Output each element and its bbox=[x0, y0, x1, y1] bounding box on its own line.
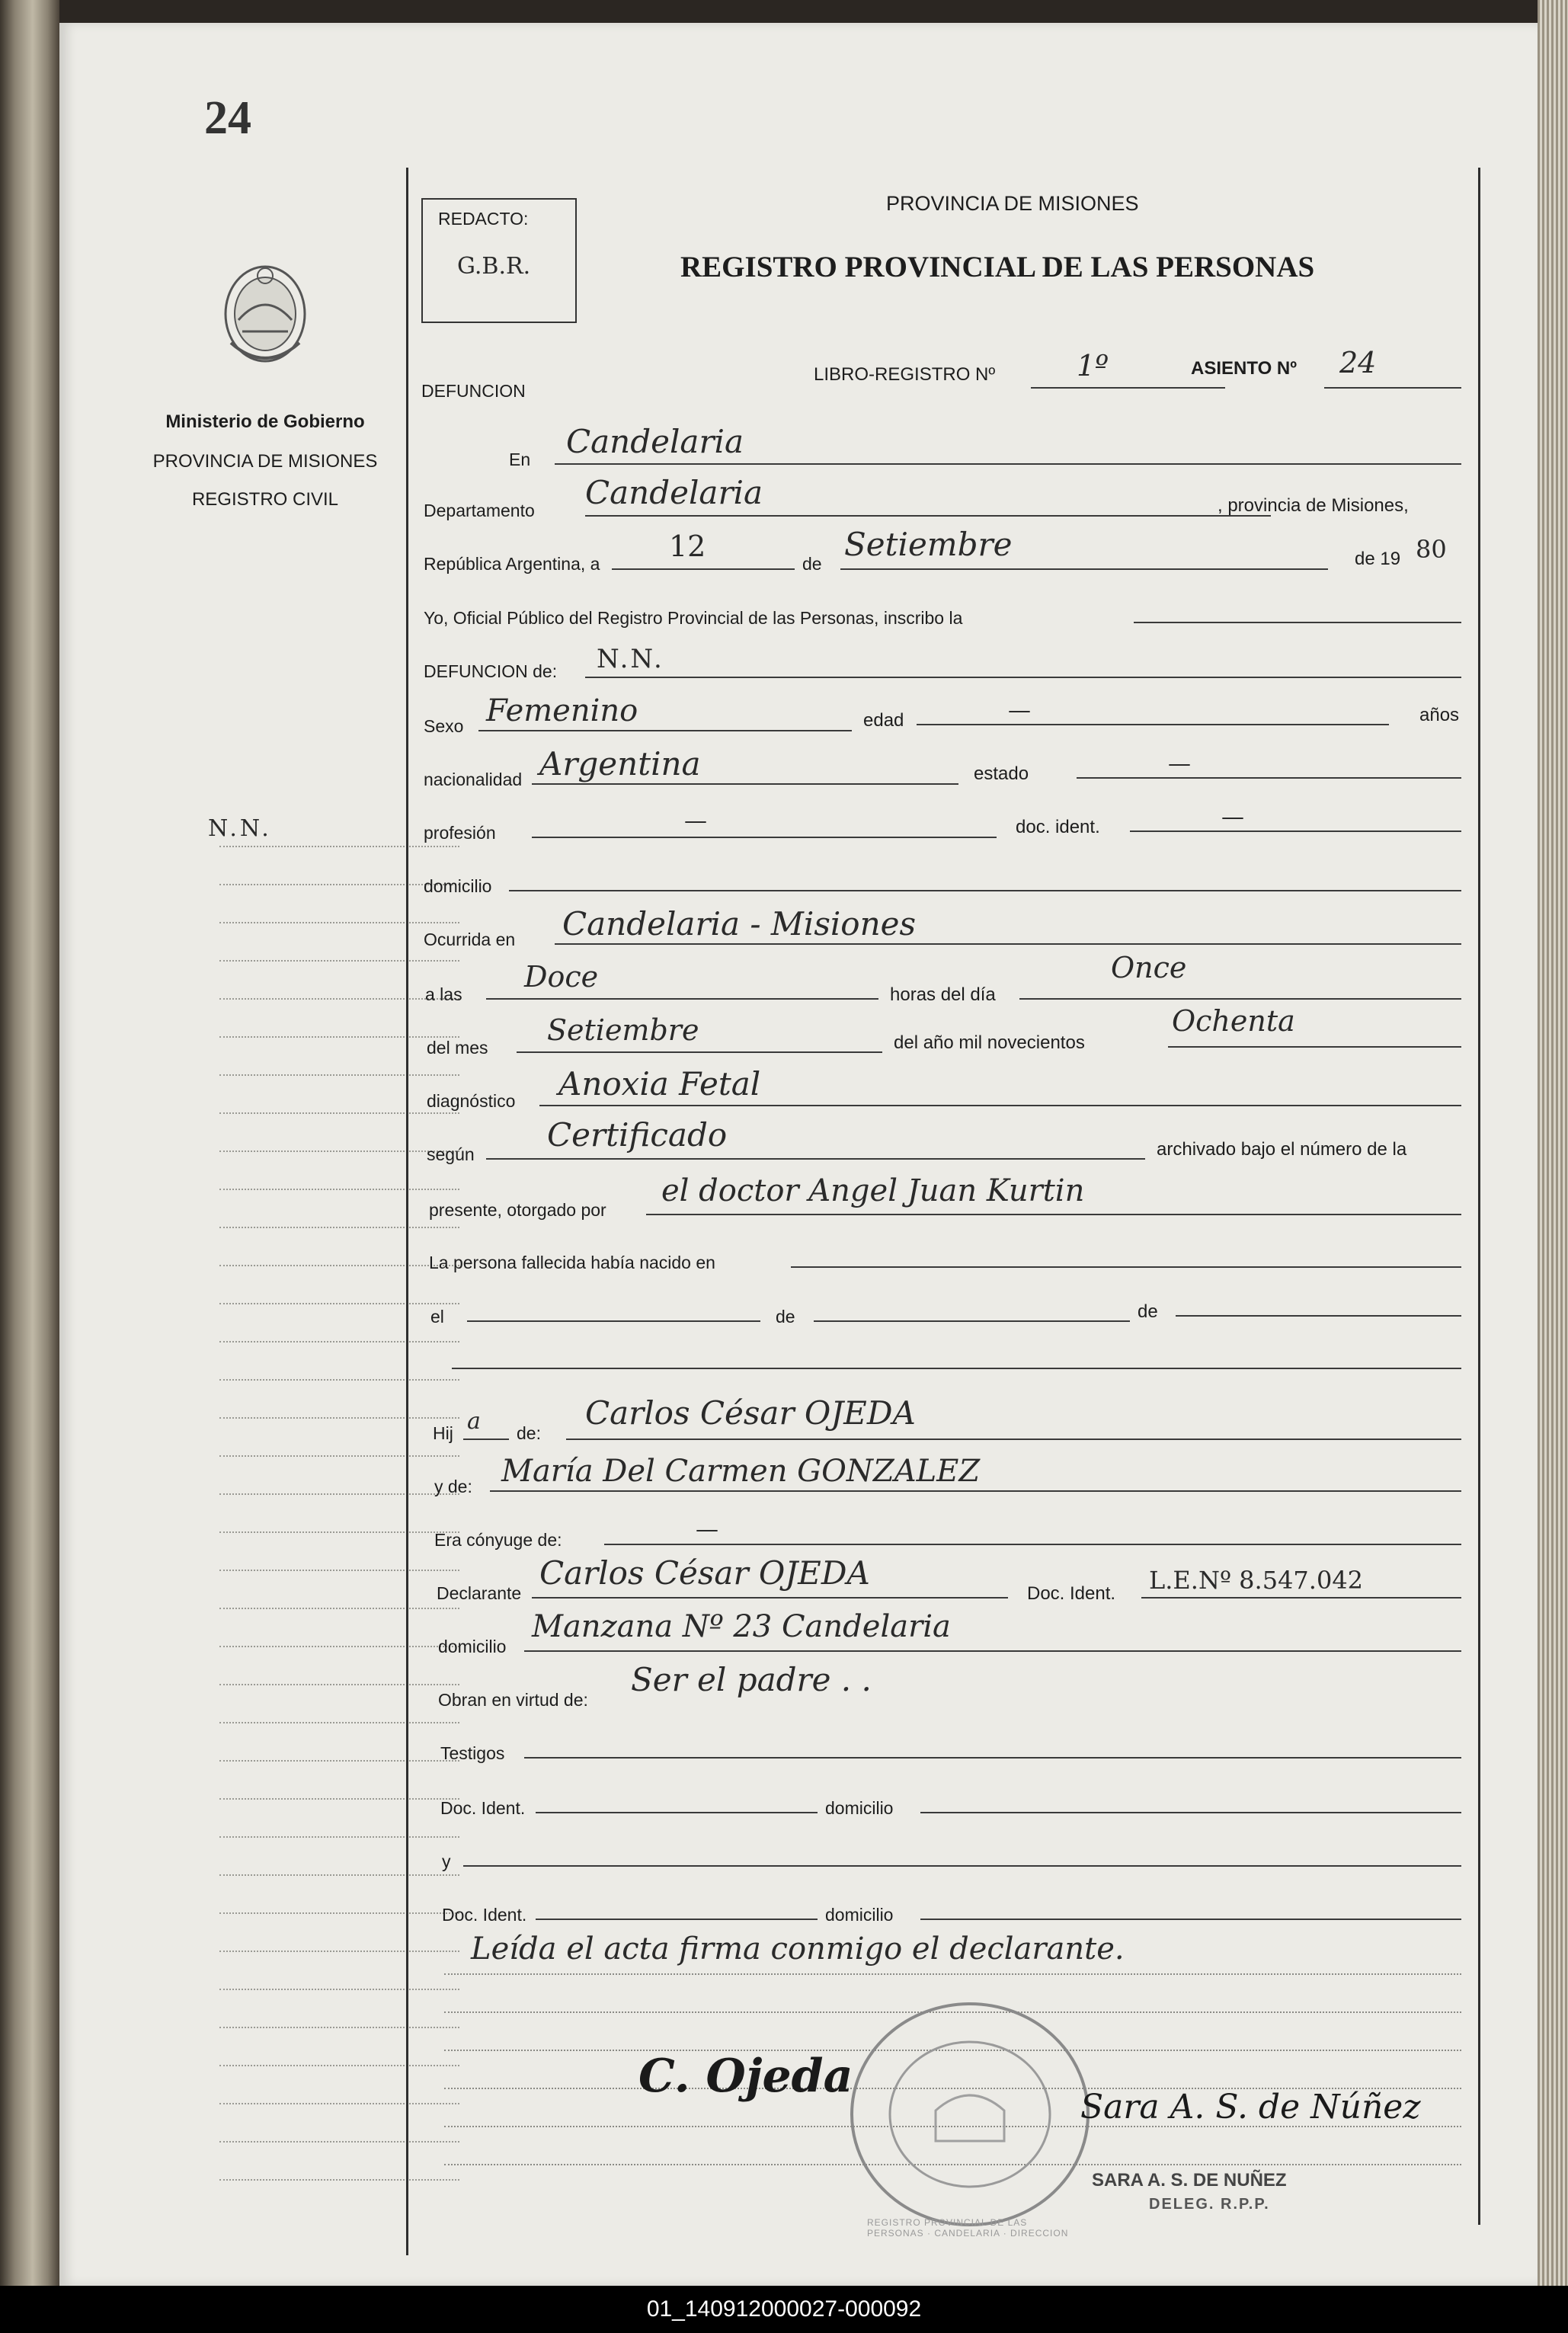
profesion-label: profesión bbox=[424, 823, 496, 843]
anos-label: años bbox=[1419, 705, 1460, 725]
doc-ident-decl-value: L.E.Nº 8.547.042 bbox=[1149, 1566, 1364, 1595]
official-stamp bbox=[844, 1996, 1096, 2232]
leida-text: Leída el acta firma conmigo el declarante. bbox=[471, 1931, 1125, 1967]
official-signature: Sara A. S. de Núñez bbox=[1080, 2088, 1421, 2127]
declarante-value: Carlos César OJEDA bbox=[539, 1554, 870, 1592]
republica-label: República Argentina, a bbox=[424, 554, 600, 574]
testigos-label: Testigos bbox=[440, 1743, 505, 1763]
image-id: 01_140912000027-000092 bbox=[646, 2296, 922, 2322]
ocurrida-label: Ocurrida en bbox=[424, 930, 516, 949]
act-type: DEFUNCION bbox=[421, 381, 526, 401]
asiento-value: 24 bbox=[1339, 346, 1377, 379]
dom-decl-value: Manzana Nº 23 Candelaria bbox=[532, 1609, 951, 1644]
doc-ident-value: — bbox=[1221, 804, 1244, 830]
departamento-label: Departamento bbox=[424, 501, 535, 520]
libro-value: 1º bbox=[1077, 349, 1109, 382]
month-value: Setiembre bbox=[844, 526, 1013, 563]
right-frame-line bbox=[1478, 168, 1480, 2225]
diagnostico-value: Anoxia Fetal bbox=[558, 1065, 761, 1102]
obran-label: Obran en virtud de: bbox=[438, 1690, 588, 1710]
dia-value: Once bbox=[1111, 951, 1187, 984]
yo-text: Yo, Oficial Público del Registro Provincial de las Personas, inscribo la bbox=[424, 608, 963, 628]
provincia-suffix: , provincia de Misiones, bbox=[1218, 495, 1409, 516]
day-value: 12 bbox=[669, 530, 706, 563]
obran-value: Ser el padre . . bbox=[631, 1661, 872, 1698]
mes-label: del mes bbox=[427, 1038, 488, 1058]
hijo-suffix: a bbox=[467, 1408, 481, 1435]
libro-label: LIBRO-REGISTRO Nº bbox=[814, 364, 996, 385]
conyuge-value: — bbox=[696, 1516, 718, 1543]
ocurrida-value: Candelaria - Misiones bbox=[562, 905, 917, 942]
y-label: y bbox=[442, 1851, 451, 1871]
margin-note: N.N. bbox=[208, 815, 272, 842]
profesion-value: — bbox=[684, 808, 707, 834]
conyuge-label: Era cónyuge de: bbox=[434, 1530, 562, 1550]
presente-value: el doctor Angel Juan Kurtin bbox=[661, 1173, 1085, 1208]
doc-ident-1-label: Doc. Ident. bbox=[440, 1798, 526, 1818]
en-label: En bbox=[509, 450, 531, 469]
asiento-label: ASIENTO Nº bbox=[1191, 358, 1298, 379]
segun-label: según bbox=[427, 1144, 475, 1164]
defuncion-label: DEFUNCION de: bbox=[424, 661, 558, 681]
registry-title: REGISTRO PROVINCIAL DE LAS PERSONAS bbox=[680, 251, 1315, 283]
nacionalidad-value: Argentina bbox=[539, 745, 701, 782]
edad-label: edad bbox=[863, 710, 904, 731]
madre-value: María Del Carmen GONZALEZ bbox=[501, 1454, 981, 1489]
coat-of-arms-icon bbox=[216, 259, 315, 381]
de1-label: de bbox=[776, 1307, 795, 1327]
nacido-label: La persona fallecida había nacido en bbox=[429, 1253, 715, 1272]
estado-label: estado bbox=[974, 763, 1029, 784]
book-binding bbox=[0, 0, 59, 2286]
el-label: el bbox=[430, 1307, 444, 1327]
nacionalidad-label: nacionalidad bbox=[424, 770, 523, 789]
departamento-value: Candelaria bbox=[585, 474, 763, 511]
diagnostico-label: diagnóstico bbox=[427, 1091, 516, 1111]
sexo-value: Femenino bbox=[486, 693, 638, 728]
de-label: de bbox=[802, 554, 822, 574]
defuncion-value: N.N. bbox=[597, 644, 664, 674]
sexo-label: Sexo bbox=[424, 716, 464, 736]
doc-ident-decl-label: Doc. Ident. bbox=[1027, 1583, 1116, 1604]
footer-bar bbox=[0, 2286, 1568, 2333]
dom-decl-label: domicilio bbox=[438, 1637, 507, 1656]
segun-value: Certificado bbox=[547, 1116, 728, 1154]
declarante-label: Declarante bbox=[437, 1583, 522, 1603]
redacto-label: REDACTO: bbox=[438, 209, 529, 229]
domicilio-2-label: domicilio bbox=[825, 1905, 894, 1925]
stamp-text: REGISTRO PROVINCIAL DE LAS PERSONAS · CANDELARIA · DIRECCION bbox=[867, 2217, 1069, 2239]
sidebar-ministry: Ministerio de Gobierno bbox=[165, 411, 365, 432]
official-name: SARA A. S. DE NUÑEZ bbox=[1092, 2170, 1287, 2191]
estado-value: — bbox=[1168, 750, 1191, 777]
archivado-label: archivado bajo el número de la bbox=[1157, 1139, 1407, 1160]
presente-label: presente, otorgado por bbox=[429, 1200, 606, 1220]
de2-label: de bbox=[1138, 1301, 1158, 1322]
redacto-box bbox=[421, 198, 577, 323]
declarante-signature: C. Ojeda bbox=[638, 2050, 853, 2103]
hora-value: Doce bbox=[524, 960, 599, 994]
left-frame-line bbox=[406, 168, 408, 2255]
doc-ident-2-label: Doc. Ident. bbox=[442, 1905, 527, 1925]
official-title: DELEG. R.P.P. bbox=[1149, 2196, 1270, 2213]
ano-label: del año mil novecientos bbox=[894, 1032, 1085, 1053]
mes-value: Setiembre bbox=[547, 1013, 699, 1047]
page-edges bbox=[1538, 0, 1568, 2286]
province-title: PROVINCIA DE MISIONES bbox=[886, 192, 1139, 215]
hijo-label: Hij bbox=[433, 1423, 453, 1443]
y-de-label: y de: bbox=[434, 1477, 472, 1496]
en-value: Candelaria bbox=[566, 423, 744, 460]
alas-label: a las bbox=[425, 984, 462, 1004]
sidebar-registry: REGISTRO CIVIL bbox=[191, 489, 339, 510]
ano-value: Ochenta bbox=[1172, 1004, 1295, 1038]
edad-value: — bbox=[1008, 697, 1031, 724]
sidebar-province: PROVINCIA DE MISIONES bbox=[152, 451, 378, 472]
year-value: 80 bbox=[1416, 535, 1447, 564]
doc-ident-label: doc. ident. bbox=[1016, 817, 1100, 837]
register-page bbox=[59, 23, 1538, 2286]
page-number: 24 bbox=[204, 92, 251, 144]
year-label: de 19 bbox=[1355, 549, 1401, 569]
redacto-value: G.B.R. bbox=[457, 253, 531, 280]
hijo-de-label: de: bbox=[517, 1423, 541, 1443]
padre-value: Carlos César OJEDA bbox=[585, 1394, 916, 1432]
domicilio-label: domicilio bbox=[424, 876, 492, 896]
domicilio-1-label: domicilio bbox=[825, 1798, 894, 1818]
horas-label: horas del día bbox=[890, 984, 996, 1005]
